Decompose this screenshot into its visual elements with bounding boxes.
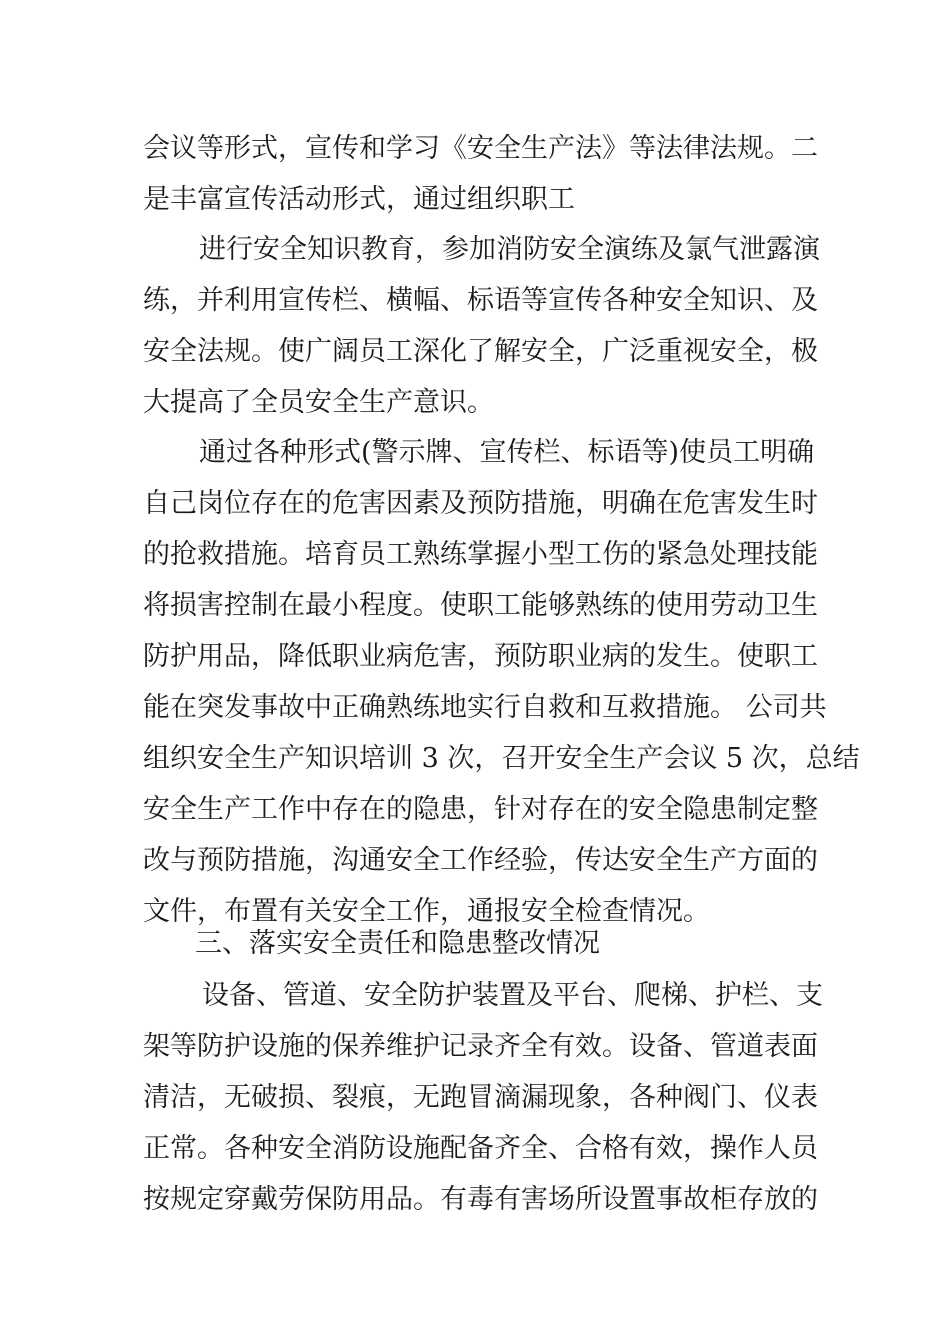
text-line: 文件，布置有关安全工作，通报安全检查情况。 xyxy=(143,896,710,927)
section-heading xyxy=(143,918,813,969)
text-line: 组织安全生产知识培训 3 次，召开安全生产会议 5 次，总结 xyxy=(143,743,860,774)
text-line: 大提高了全员安全生产意识。 xyxy=(143,387,494,418)
text-line: 架等防护设施的保养维护记录齐全有效。设备、管道表面 xyxy=(143,1031,818,1062)
text-line: 将损害控制在最小程度。使职工能够熟练的使用劳动卫生 xyxy=(143,590,818,621)
paragraph-training xyxy=(143,224,820,428)
text-line: 设备、管道、安全防护装置及平台、爬梯、护栏、支 xyxy=(202,980,823,1011)
text-line: 正常。各种安全消防设施配备齐全、合格有效，操作人员 xyxy=(143,1133,818,1164)
paragraph-awareness xyxy=(143,427,860,937)
text-line: 安全法规。使广阔员工深化了解安全，广泛重视安全，极 xyxy=(143,336,818,367)
section-heading-text: 三、落实安全责任和隐患整改情况 xyxy=(195,928,600,959)
paragraph-intro xyxy=(143,123,818,225)
text-line: 通过各种形式(警示牌、宣传栏、标语等)使员工明确 xyxy=(199,437,815,468)
text-line: 改与预防措施，沟通安全工作经验，传达安全生产方面的 xyxy=(143,845,818,876)
text-line: 会议等形式，宣传和学习《安全生产法》等法律法规。二 xyxy=(143,133,818,164)
text-line: 进行安全知识教育，参加消防安全演练及氯气泄露演 xyxy=(199,234,820,265)
text-line: 的抢救措施。培育员工熟练掌握小型工伤的紧急处理技能 xyxy=(143,539,818,570)
text-line: 防护用品，降低职业病危害，预防职业病的发生。使职工 xyxy=(143,641,818,672)
text-line: 自己岗位存在的危害因素及预防措施，明确在危害发生时 xyxy=(143,488,818,519)
text-line: 是丰富宣传活动形式，通过组织职工 xyxy=(143,184,575,215)
text-line: 安全生产工作中存在的隐患，针对存在的安全隐患制定整 xyxy=(143,794,818,825)
paragraph-equipment xyxy=(143,970,823,1225)
text-line: 按规定穿戴劳保防用品。有毒有害场所设置事故柜存放的 xyxy=(143,1184,818,1215)
text-line: 练，并利用宣传栏、横幅、标语等宣传各种安全知识、及 xyxy=(143,285,818,316)
text-line: 清洁，无破损、裂痕，无跑冒滴漏现象，各种阀门、仪表 xyxy=(143,1082,818,1113)
text-line: 能在突发事故中正确熟练地实行自救和互救措施。 公司共 xyxy=(143,692,827,723)
